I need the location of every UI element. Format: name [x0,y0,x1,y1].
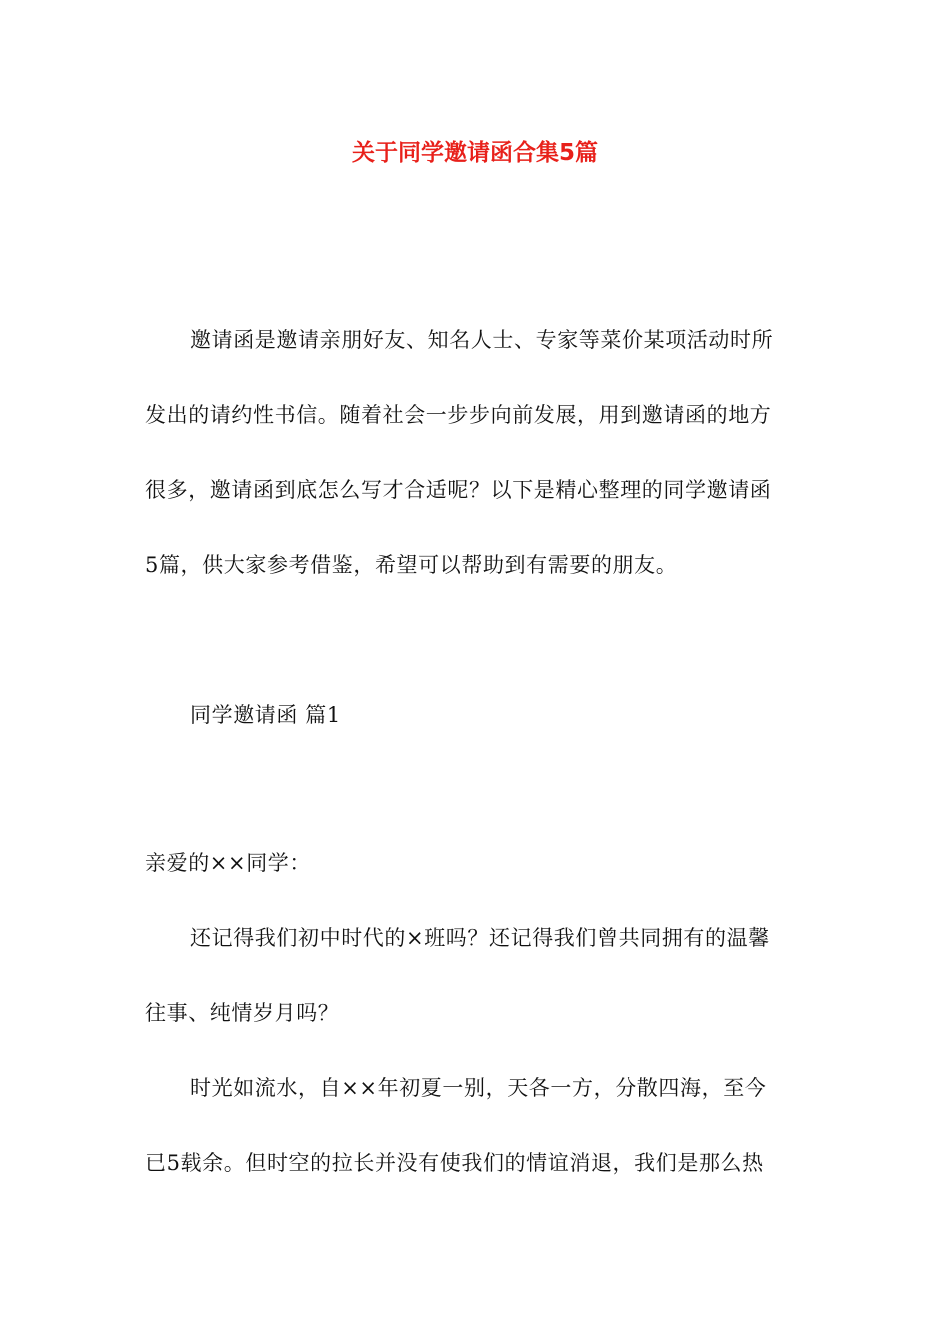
salutation: 亲爱的××同学： [145,851,311,875]
paragraph-1-line-2: 往事、纯情岁月吗？ [145,1001,340,1025]
paragraph-1-line-1: 还记得我们初中时代的×班吗？还记得我们曾共同拥有的温馨 [190,926,770,950]
intro-line-2: 发出的请约性书信。随着社会一步步向前发展，用到邀请函的地方 [145,403,772,427]
paragraph-2-line-2: 已5载余。但时空的拉长并没有使我们的情谊消退，我们是那么热 [145,1151,764,1175]
paragraph-2-line-1: 时光如流水，自××年初夏一别，天各一方，分散四海，至今 [190,1076,767,1100]
document-title: 关于同学邀请函合集5篇 [351,140,598,166]
intro-line-3: 很多，邀请函到底怎么写才合适呢？以下是精心整理的同学邀请函 [145,478,772,502]
intro-line-1: 邀请函是邀请亲朋好友、知名人士、专家等菜价某项活动时所 [190,328,774,352]
intro-line-4: 5篇，供大家参考借鉴，希望可以帮助到有需要的朋友。 [145,553,678,577]
section-heading: 同学邀请函 篇1 [190,703,341,727]
